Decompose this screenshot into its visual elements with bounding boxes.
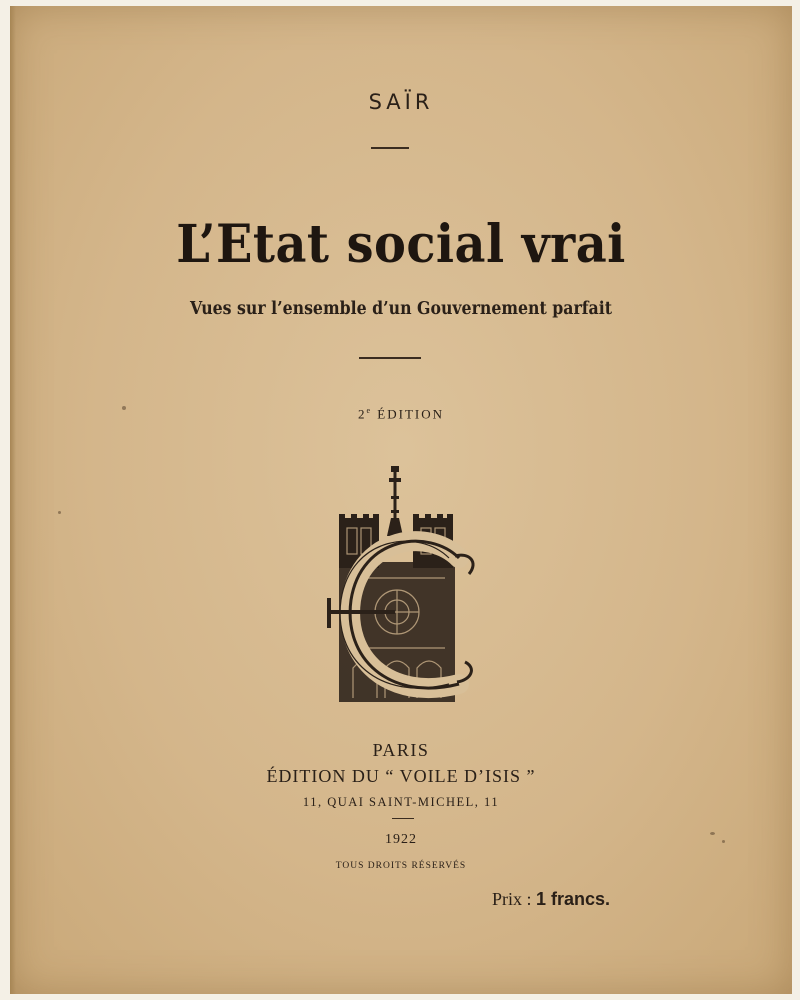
paper-speck xyxy=(58,511,61,514)
edition-word: ÉDITION xyxy=(377,406,445,422)
divider-rule xyxy=(359,357,421,359)
price-label: Prix : xyxy=(492,889,532,909)
price-line xyxy=(492,889,610,910)
price-value: 1 francs. xyxy=(536,889,611,909)
divider-rule xyxy=(392,818,414,819)
edition-line xyxy=(10,406,792,422)
divider-rule xyxy=(371,147,409,149)
paper-speck xyxy=(122,406,126,410)
paper-speck xyxy=(722,840,725,843)
book-cover-page xyxy=(10,6,792,994)
edition-number: 2 xyxy=(357,406,367,422)
author-name: SAÏR xyxy=(368,90,434,114)
publisher-name: ÉDITION DU “ VOILE D’ISIS ” xyxy=(266,766,536,786)
paper-speck xyxy=(710,832,715,835)
book-title: L’Etat social vrai xyxy=(176,214,626,275)
edition-suffix: e xyxy=(366,406,373,415)
publisher-address: 11, QUAI SAINT-MICHEL, 11 xyxy=(302,795,500,809)
publication-year: 1922 xyxy=(385,832,417,847)
publication-city: PARIS xyxy=(372,740,430,760)
cathedral-monogram-emblem-icon xyxy=(309,462,481,708)
book-subtitle: Vues sur l’ensemble d’un Gouvernement parfait xyxy=(189,299,613,319)
rights-notice: TOUS DROITS RÉSERVÉS xyxy=(335,861,467,871)
